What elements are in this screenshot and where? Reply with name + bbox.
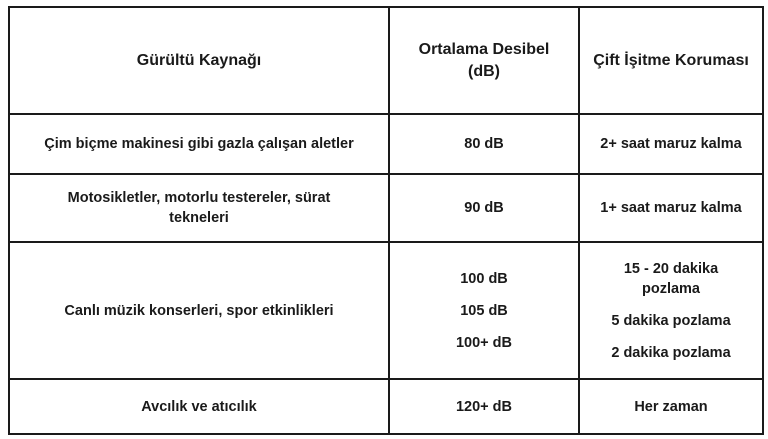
- decibel-cell: 80 dB: [389, 114, 579, 174]
- header-average-decibel-label: Ortalama Desibel (dB): [418, 40, 550, 80]
- header-noise-source: Gürültü Kaynağı: [9, 7, 389, 114]
- protection-cell: Her zaman: [579, 379, 763, 434]
- decibel-cell: [389, 242, 579, 379]
- table-row: [9, 114, 763, 174]
- header-average-decibel: [389, 7, 579, 114]
- protection-cell: 2+ saat maruz kalma: [579, 114, 763, 174]
- header-row: [9, 7, 763, 114]
- noise-exposure-table: [8, 6, 764, 435]
- noise-source-cell: Canlı müzik konserleri, spor etkinlikleri: [9, 242, 389, 379]
- decibel-cell: 90 dB: [389, 174, 579, 242]
- table-row: [9, 379, 763, 434]
- protection-value: 2 dakika pozlama: [611, 344, 731, 361]
- table-row: [9, 242, 763, 379]
- protection-value: 15 - 20 dakika pozlama: [623, 260, 719, 297]
- noise-source-cell: Çim biçme makinesi gibi gazla çalışan aletler: [9, 114, 389, 174]
- noise-source-cell: Avcılık ve atıcılık: [9, 379, 389, 434]
- decibel-value: 105 dB: [460, 302, 508, 319]
- table-row: [9, 174, 763, 242]
- noise-source-cell: [9, 174, 389, 242]
- decibel-value: 100 dB: [460, 270, 508, 287]
- noise-source-text: Motosikletler, motorlu testereler, sürat tekneleri: [67, 190, 331, 226]
- decibel-cell: 120+ dB: [389, 379, 579, 434]
- protection-value: 5 dakika pozlama: [611, 312, 731, 329]
- decibel-value: 100+ dB: [455, 334, 513, 351]
- header-double-protection: Çift İşitme Koruması: [579, 7, 763, 114]
- protection-cell: 1+ saat maruz kalma: [579, 174, 763, 242]
- protection-cell: [579, 242, 763, 379]
